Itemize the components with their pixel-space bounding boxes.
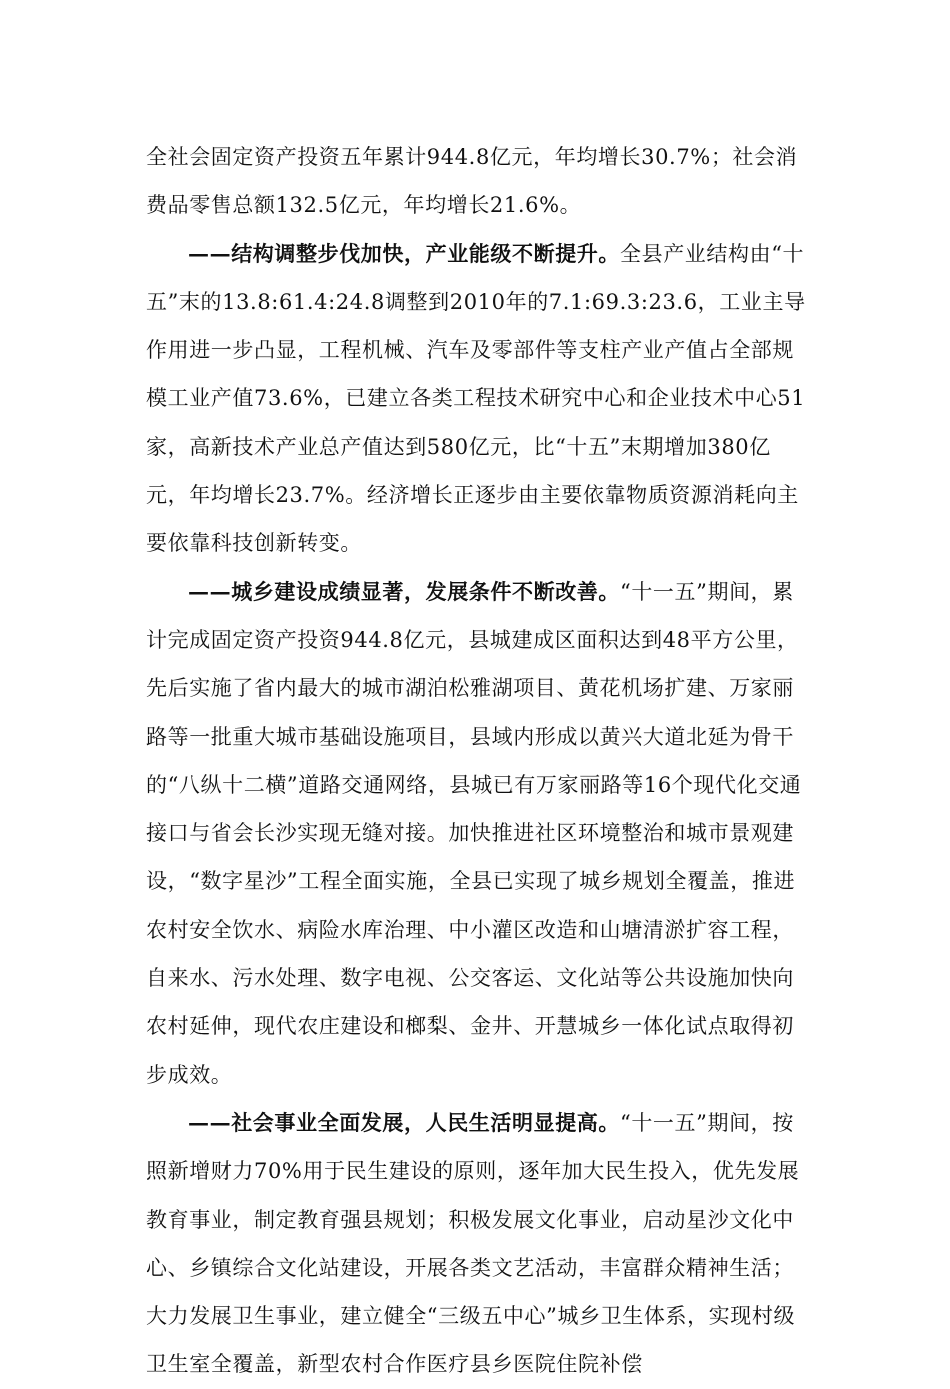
paragraph-heading: ——社会事业全面发展，人民生活明显提高。 — [188, 1109, 620, 1135]
paragraph-structure — [146, 230, 806, 568]
paragraph-text: 全县产业结构由“十五”末的13.8:61.4:24.8调整到2010年的7.1:69.3:23.6，工业主导作用进一步凸显，工程机械、汽车及零部件等支柱产业产值占全部规模工业产值73.6%，已建立各类工程技术研究中心和企业技术中心51家，高新技术产业总产值达到580亿元，比“十五”末期增加380亿元，年均增长23.7%。经济增长正逐步由主要依靠物质资源消耗向主要依靠科技创新转变。 — [146, 241, 806, 556]
paragraph-text: 全社会固定资产投资五年累计944.8亿元，年均增长30.7%；社会消费品零售总额132.5亿元，年均增长21.6%。 — [146, 145, 798, 218]
paragraph-heading: ——城乡建设成绩显著，发展条件不断改善。 — [188, 578, 620, 604]
paragraph-text: “十一五”期间，按照新增财力70%用于民生建设的原则，逐年加大民生投入，优先发展教育事业，制定教育强县规划；积极发展文化事业，启动星沙文化中心、乡镇综合文化站建设，开展各类文艺活动，丰富群众精神生活；大力发展卫生事业，建立健全“三级五中心”城乡卫生体系，实现村级卫生室全覆盖，新型农村合作医疗县乡医院住院补偿 — [146, 1110, 800, 1377]
paragraph-heading: ——结构调整步伐加快，产业能级不断提升。 — [188, 240, 620, 266]
body-text — [146, 133, 806, 1389]
paragraph-social — [146, 1099, 806, 1389]
paragraph-investment — [146, 133, 806, 230]
paragraph-text: “十一五”期间，累计完成固定资产投资944.8亿元，县城建成区面积达到48平方公里，先后实施了省内最大的城市湖泊松雅湖项目、黄花机场扩建、万家丽路等一批重大城市基础设施项目，县域内形成以黄兴大道北延为骨干的“八纵十二横”道路交通网络，县城已有万家丽路等16个现代化交通接口与省会长沙实现无缝对接。加快推进社区环境整治和城市景观建设，“数字星沙”工程全面实施，全县已实现了城乡规划全覆盖，推进农村安全饮水、病险水库治理、中小灌区改造和山塘清淤扩容工程，自来水、污水处理、数字电视、公交客运、文化站等公共设施加快向农村延伸，现代农庄建设和榔梨、金井、开慧城乡一体化试点取得初步成效。 — [146, 579, 802, 1087]
paragraph-urban-rural — [146, 568, 806, 1099]
